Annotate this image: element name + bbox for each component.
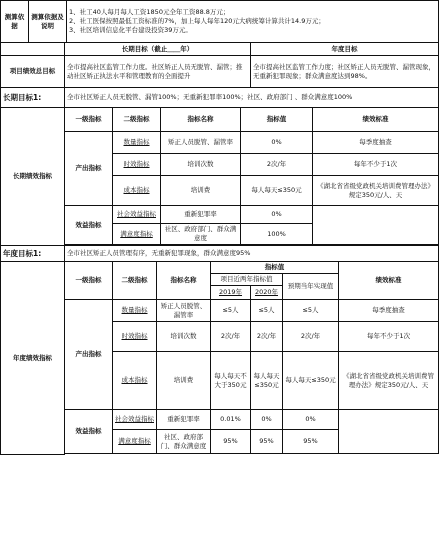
standard-cell: 每年不少于1次 xyxy=(313,154,439,176)
annual-goal-text: 全市社区矫正人员管理有序，无重新犯罪现象，群众满意度95% xyxy=(65,246,439,262)
annual-target-text: 全市提高社区监管工作力度；社区矫正人员无脱管、漏管现象，无重新犯罪现象；群众满意度达到98%。 xyxy=(251,56,439,88)
standard-cell: 每年不少于1次 xyxy=(339,322,439,352)
basis-line: 1、社工40人每月每人工资1850元全年工资88.8万元； xyxy=(69,8,230,16)
standard-cell xyxy=(313,206,439,245)
value-2019-cell: 每人每天不大于350元 xyxy=(211,352,251,410)
standard-cell: 《湖北省省级党政机关培训费管理办法》规定350元/人、天 xyxy=(313,176,439,206)
blank-header-cell xyxy=(1,43,65,56)
basis-label-b: 测算依据及说明 xyxy=(29,1,67,43)
col-standard: 绩效标准 xyxy=(339,262,439,300)
level1-benefit: 效益指标 xyxy=(65,206,113,245)
value-2020-cell: ≤5人 xyxy=(251,300,283,322)
long-goal-label: 长期目标1: xyxy=(1,88,65,108)
level2-cell: 社会效益指标 xyxy=(113,410,157,430)
annual-indicator-table xyxy=(0,261,439,455)
indicator-name-cell: 矫正人员脱管、漏管率 xyxy=(157,300,211,322)
level2-cell: 数量指标 xyxy=(113,132,161,154)
annual-goal-label: 年度目标1: xyxy=(1,246,65,262)
long-indicator-label: 长期绩效指标 xyxy=(1,108,65,246)
overall-target-table xyxy=(0,42,439,88)
col-level1: 一级指标 xyxy=(65,108,113,132)
col-indicator-name: 指标名称 xyxy=(157,262,211,300)
long-term-header: 长期目标（截止＿＿年） xyxy=(65,43,251,56)
indicator-value-cell: 0% xyxy=(241,206,313,224)
col-standard: 绩效标准 xyxy=(313,108,439,132)
value-2020-cell: 95% xyxy=(251,430,283,454)
basis-text xyxy=(67,1,439,43)
indicator-value-cell: 0% xyxy=(241,132,313,154)
level1-output: 产出指标 xyxy=(65,132,113,206)
table-row xyxy=(1,300,439,322)
long-goal-table xyxy=(0,87,439,108)
table-row xyxy=(1,132,439,154)
indicator-value-cell: 2次/年 xyxy=(241,154,313,176)
expected-value-cell: 95% xyxy=(283,430,339,454)
basis-line: 3、社区培训信息化平台建设投资39万元。 xyxy=(69,26,192,34)
standard-cell xyxy=(339,410,439,454)
level2-cell: 社会效益指标 xyxy=(113,206,161,224)
long-indicator-table xyxy=(0,107,439,246)
standard-cell: 每季度抽查 xyxy=(339,300,439,322)
col-year-2019: 2019年 xyxy=(211,286,251,300)
expected-value-cell: 每人每天≤350元 xyxy=(283,352,339,410)
col-history: 项目近两年指标值 xyxy=(211,274,283,286)
standard-cell: 每季度抽查 xyxy=(313,132,439,154)
indicator-name-cell: 社区、政府部门、群众满意度 xyxy=(161,224,241,245)
col-level2: 二级指标 xyxy=(113,262,157,300)
basis-table xyxy=(0,0,439,43)
indicator-name-cell: 矫正人员脱管、漏管率 xyxy=(161,132,241,154)
indicator-value-cell: 100% xyxy=(241,224,313,245)
level2-cell: 成本指标 xyxy=(113,352,157,410)
level2-cell: 满意度指标 xyxy=(113,430,157,454)
expected-value-cell: ≤5人 xyxy=(283,300,339,322)
level2-cell: 数量指标 xyxy=(113,300,157,322)
table-row xyxy=(1,410,439,430)
indicator-name-cell: 社区、政府部门、群众满意度 xyxy=(157,430,211,454)
col-expected: 预期当年实现值 xyxy=(283,274,339,300)
expected-value-cell: 2次/年 xyxy=(283,322,339,352)
indicator-name-cell: 培训次数 xyxy=(157,322,211,352)
annual-header: 年度目标 xyxy=(251,43,439,56)
col-year-2020: 2020年 xyxy=(251,286,283,300)
level1-output: 产出指标 xyxy=(65,300,113,410)
basis-line: 2、社工医保按照最低工资标准的7%，加上每人每年120元大病统筹计算共计14.9万元； xyxy=(69,17,325,25)
value-2019-cell: 95% xyxy=(211,430,251,454)
indicator-name-cell: 重新犯罪率 xyxy=(161,206,241,224)
value-2020-cell: 每人每天≤350元 xyxy=(251,352,283,410)
table-row xyxy=(1,206,439,224)
overall-target-label: 项目绩效总目标 xyxy=(1,56,65,88)
value-2020-cell: 2次/年 xyxy=(251,322,283,352)
col-level1: 一级指标 xyxy=(65,262,113,300)
level1-benefit: 效益指标 xyxy=(65,410,113,454)
indicator-name-cell: 培训次数 xyxy=(161,154,241,176)
col-indicator-name: 指标名称 xyxy=(161,108,241,132)
value-2019-cell: 2次/年 xyxy=(211,322,251,352)
expected-value-cell: 0% xyxy=(283,410,339,430)
level2-cell: 时效指标 xyxy=(113,322,157,352)
value-2019-cell: 0.01% xyxy=(211,410,251,430)
standard-cell: 《湖北省省级党政机关培训费管理办法》规定350元/人、天 xyxy=(339,352,439,410)
col-indicator-value: 指标值 xyxy=(211,262,339,274)
basis-label-a: 测算依据 xyxy=(1,1,29,43)
col-indicator-value: 指标值 xyxy=(241,108,313,132)
col-level2: 二级指标 xyxy=(113,108,161,132)
level2-cell: 时效指标 xyxy=(113,154,161,176)
long-term-target-text: 全市提高社区监管工作力度。社区矫正人员无脱管、漏管；推动社区矫正执法水平和管理教育的全面提升 xyxy=(65,56,251,88)
level2-cell: 成本指标 xyxy=(113,176,161,206)
indicator-value-cell: 每人每天≤350元 xyxy=(241,176,313,206)
indicator-name-cell: 培训费 xyxy=(161,176,241,206)
indicator-name-cell: 培训费 xyxy=(157,352,211,410)
value-2020-cell: 0% xyxy=(251,410,283,430)
annual-goal-table xyxy=(0,245,439,262)
level2-cell: 满意度指标 xyxy=(113,224,161,245)
annual-indicator-label: 年度绩效指标 xyxy=(1,262,65,455)
indicator-name-cell: 重新犯罪率 xyxy=(157,410,211,430)
long-goal-text: 全市社区矫正人员无脱管、漏管100%；无重新犯罪率100%；社区、政府部门 、群众满意度100% xyxy=(65,88,439,108)
value-2019-cell: ≤5人 xyxy=(211,300,251,322)
